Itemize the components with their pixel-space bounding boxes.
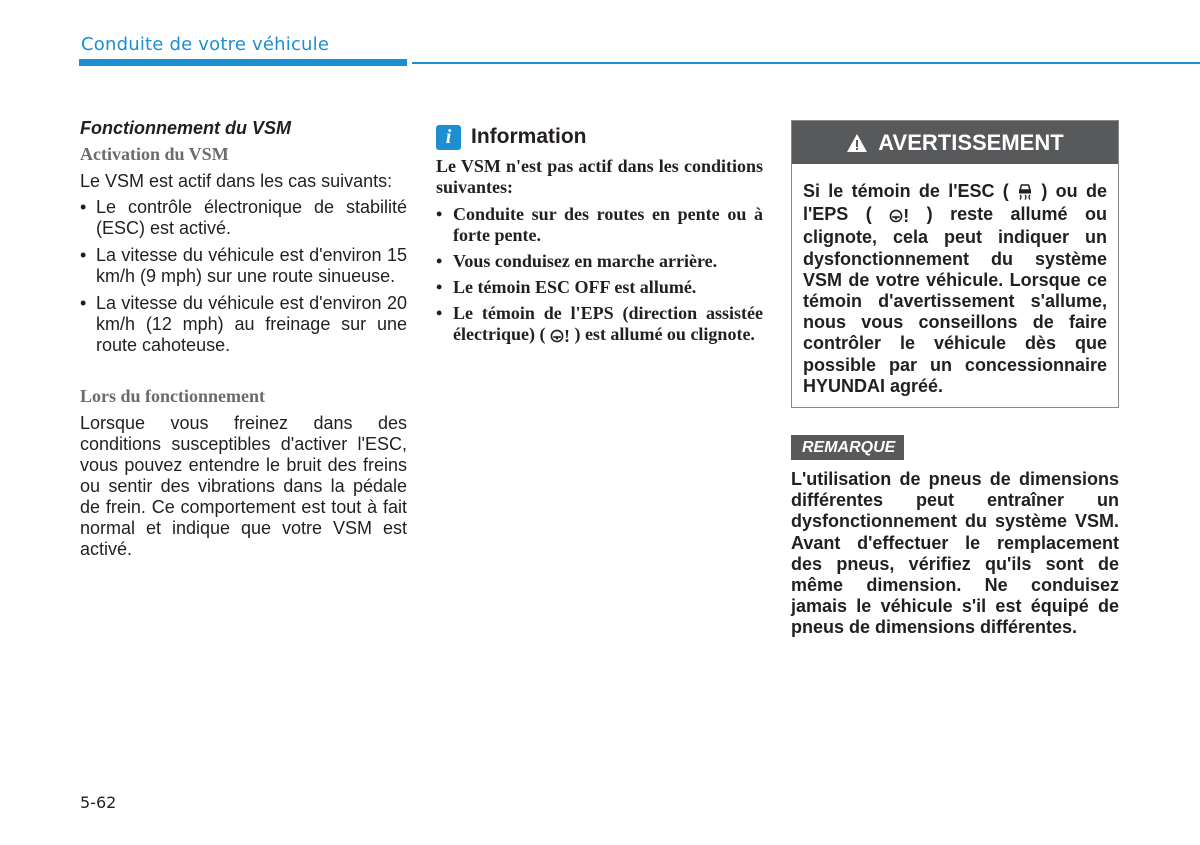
operation-heading: Lors du fonctionnement	[80, 386, 266, 406]
page-number: 5-62	[80, 793, 117, 812]
activation-heading: Activation du VSM	[80, 144, 229, 164]
remark-badge: REMARQUE	[791, 435, 904, 460]
eps-icon-glyph: !	[563, 326, 570, 346]
page-header-title: Conduite de votre véhicule	[81, 34, 330, 55]
column-right	[791, 120, 1119, 639]
operation-text: Lorsque vous freinez dans des conditions susceptibles d'activer l'ESC, vous pouvez entendre le bruit des freins ou sentir des vibrations dans la pédale de frein. Ce comportement est tout à fait normal et indique que votre VSM est activé.	[80, 413, 407, 559]
list-item	[436, 303, 763, 347]
warning-header	[792, 121, 1118, 164]
information-title: Information	[471, 125, 587, 148]
header-rule-thin	[412, 62, 1200, 64]
information-section	[436, 122, 763, 352]
information-list	[436, 204, 763, 347]
warning-triangle-icon	[846, 133, 868, 153]
eps-steering-warning-icon	[550, 326, 570, 347]
list-item: • Le témoin ESC OFF est allumé.	[436, 277, 763, 298]
warning-text-part2: ) ou de l'EPS (	[803, 181, 1107, 225]
activation-intro: Le VSM est actif dans les cas suivants:	[80, 171, 393, 191]
activation-list	[80, 197, 407, 356]
warning-title: AVERTISSEMENT	[878, 129, 1064, 155]
header-rule-thick	[79, 59, 407, 66]
information-intro: Le VSM n'est pas actif dans les conditions suivantes:	[436, 156, 763, 197]
warning-text-part1: Si le témoin de l'ESC (	[803, 181, 1009, 201]
list-item: • Le contrôle électronique de stabilité (ESC) est activé.	[80, 197, 407, 239]
remark-text: L'utilisation de pneus de dimensions différentes peut entraîner un dysfonctionnement du système VSM. Avant d'effectuer le remplacement des pneus, vérifiez qu'ils sont de même dimension. Ne conduisez jamais le véhicule s'il est équipé de pneus de dimensions différentes.	[791, 469, 1119, 638]
eps-bullet-text-before: Le témoin de l'EPS (direction assistée électrique) (	[453, 303, 763, 344]
list-item: • Conduite sur des routes en pente ou à forte pente.	[436, 204, 763, 246]
column-left	[80, 118, 407, 560]
list-item: • La vitesse du véhicule est d'environ 20 km/h (12 mph) au freinage sur une route cahoteuse.	[80, 293, 407, 356]
list-item: • Vous conduisez en marche arrière.	[436, 251, 763, 272]
eps-icon-glyph: !	[903, 206, 910, 227]
warning-text	[792, 164, 1118, 407]
information-header	[436, 122, 763, 152]
esc-skid-icon	[1017, 183, 1033, 204]
list-item: • La vitesse du véhicule est d'environ 15 km/h (9 mph) sur une route sinueuse.	[80, 245, 407, 287]
warning-text-part3: ) reste allumé ou clignote, cela peut indiquer un dysfonctionnement du système VSM de votre véhicule. Lorsque ce témoin d'avertissement s'allume, nous vous conseillons de faire contrôler le véhicule dès que possible par un concessionnaire HYUNDAI agréé.	[803, 204, 1107, 396]
warning-box	[791, 120, 1119, 408]
eps-steering-warning-icon	[889, 206, 909, 227]
eps-bullet-text-after: ) est allumé ou clignote.	[574, 324, 755, 344]
info-icon: i	[436, 125, 461, 150]
section-title: Fonctionnement du VSM	[80, 118, 291, 138]
